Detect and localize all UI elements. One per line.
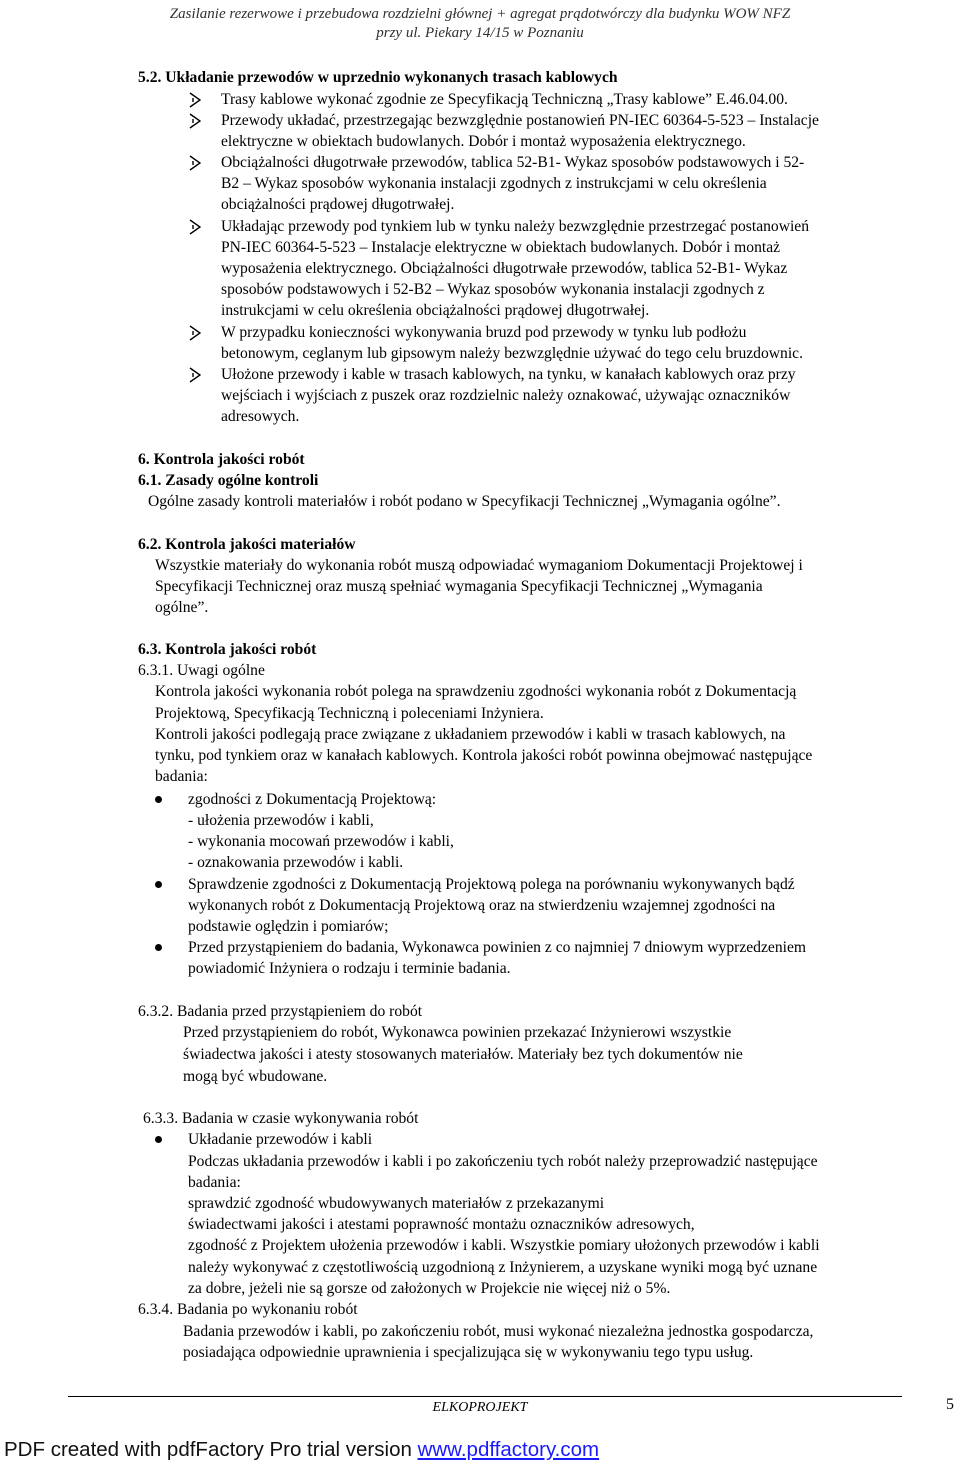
s52-bullet-2-line: elektryczne w obiektach budowlanych. Dobór i montaż wyposażenia elektrycznego.	[221, 133, 746, 150]
section-6-3-4-line: Badania przewodów i kabli, po zakończeniu robót, musi wykonać niezależna jednostka gospodarcza,	[183, 1323, 814, 1340]
dash-item: - oznakowania przewodów i kabli.	[188, 854, 404, 871]
section-6-title: 6. Kontrola jakości robót	[138, 451, 305, 468]
section-6-3-3-line: świadectwami jakości i atestami poprawność montażu oznaczników adresowych,	[188, 1216, 695, 1233]
section-6-2-line: ogólne”.	[155, 599, 209, 616]
check-item-3-line: powiadomić Inżyniera o rodzaju i terminie badania.	[188, 960, 511, 977]
check-item-2-line: Sprawdzenie zgodności z Dokumentacją Projektową polega na porównaniu wykonywanych bądź	[188, 876, 795, 893]
section-6-3-3-line: zgodność z Projektem ułożenia przewodów i kabli. Wszystkie pomiary ułożonych przewodów i kabli	[188, 1237, 820, 1254]
section-6-3-3-line: Podczas układania przewodów i kabli i po zakończeniu tych robót należy przeprowadzić następujące	[188, 1153, 818, 1170]
section-6-3-3-title: 6.3.3. Badania w czasie wykonywania robót	[143, 1110, 419, 1127]
pdffactory-link[interactable]: www.pdffactory.com	[417, 1438, 600, 1461]
section-6-3-1-title: 6.3.1. Uwagi ogólne	[138, 662, 265, 679]
section-6-1-text: Ogólne zasady kontroli materiałów i robót podano w Specyfikacji Technicznej „Wymagania ogólne”.	[148, 493, 781, 510]
s52-bullet-4-line: Układając przewody pod tynkiem lub w tynku należy bezwzględnie przestrzegać postanowień	[221, 218, 810, 235]
header-line-2: przy ul. Piekary 14/15 w Poznaniu	[376, 25, 584, 41]
section-6-2-line: Specyfikacji Technicznej oraz muszą spełniać wymagania Specyfikacji Technicznej „Wymagania	[155, 578, 763, 595]
s52-bullet-3-line: B2 – Wykaz sposobów wykonania instalacji zgodnych z instrukcjami w celu określenia	[221, 175, 767, 192]
check-item-3-line: Przed przystąpieniem do badania, Wykonawca powinien z co najmniej 7 dniowym wyprzedzeniem	[188, 939, 806, 956]
arrow-bullet-icon	[189, 325, 201, 341]
bullet-dot-icon	[155, 944, 162, 951]
s52-bullet-4-line: wyposażenia elektrycznego. Obciążalności długotrwałe przewodów, tablica 52-B1- Wykaz	[221, 260, 788, 277]
s52-bullet-6-line: adresowych.	[221, 408, 300, 425]
s52-bullet-4-line: instrukcjami w celu określenia obciążalności prądowej długotrwałej.	[221, 302, 650, 319]
section-6-3-4-title: 6.3.4. Badania po wykonaniu robót	[138, 1301, 358, 1318]
bullet-dot-icon	[155, 881, 162, 888]
s52-bullet-3-line: Obciążalności długotrwałe przewodów, tablica 52-B1- Wykaz sposobów podstawowych i 52-	[221, 154, 805, 171]
section-6-3-1-line: Projektową, Specyfikacją Techniczną i poleceniami Inżyniera.	[155, 705, 544, 722]
check-item-2-line: wykonanych robót z Dokumentacją Projektową oraz na stwierdzeniu wzajemnej zgodności na	[188, 897, 776, 914]
check-item-1: zgodności z Dokumentacją Projektową:	[188, 791, 437, 808]
check-item-2-line: podstawie oględzin i pomiarów;	[188, 918, 389, 935]
section-6-3-3-line: należy wykonywać z częstotliwością uzgodnioną z Inżynierem, a uzyskane wyniki mogą być uznane	[188, 1259, 818, 1276]
dash-item: - wykonania mocowań przewodów i kabli,	[188, 833, 454, 850]
section-6-2-title: 6.2. Kontrola jakości materiałów	[138, 536, 356, 553]
section-6-3-1-line: Kontrola jakości wykonania robót polega na sprawdzeniu zgodności wykonania robót z Dokumentacją	[155, 683, 797, 700]
section-6-3-2-line: mogą być wbudowane.	[183, 1068, 328, 1085]
section-6-3-2-title: 6.3.2. Badania przed przystąpieniem do robót	[138, 1003, 423, 1020]
page-number: 5	[946, 1396, 954, 1413]
section-6-3-3-bullet: Układanie przewodów i kabli	[188, 1131, 373, 1148]
pdf-banner-text: PDF created with pdfFactory Pro trial version	[4, 1438, 418, 1461]
arrow-bullet-icon	[189, 113, 201, 129]
section-5-2-title: 5.2. Układanie przewodów w uprzednio wykonanych trasach kablowych	[138, 69, 618, 86]
section-6-3-2-line: Przed przystąpieniem do robót, Wykonawca powinien przekazać Inżynierowi wszystkie	[183, 1024, 732, 1041]
s52-bullet-6-line: Ułożone przewody i kable w trasach kablowych, na tynku, w kanałach kablowych oraz przy	[221, 366, 796, 383]
s52-bullet-6-line: wejściach i wyjściach z puszek oraz rozdzielnic należy oznakować, używając oznaczników	[221, 387, 791, 404]
bullet-dot-icon	[155, 796, 162, 803]
section-6-3-3-line: za dobre, jeżeli nie są gorsze od założonych w Projekcie nie więcej niż o 5%.	[188, 1280, 671, 1297]
arrow-bullet-icon	[189, 219, 201, 235]
arrow-bullet-icon	[189, 367, 201, 383]
bullet-dot-icon	[155, 1136, 162, 1143]
s52-bullet-4-line: sposobów podstawowych i 52-B2 – Wykaz sposobów wykonania instalacji zgodnych z	[221, 281, 765, 298]
arrow-bullet-icon	[189, 155, 201, 171]
arrow-bullet-icon	[189, 92, 201, 108]
section-6-3-1-line: tynku, pod tynkiem oraz w kanałach kablowych. Kontrola jakości robót powinna obejmować następujące	[155, 747, 813, 764]
section-6-3-4-line: posiadająca odpowiednie uprawnienia i specjalizująca się w wykonywaniu tego typu usług.	[183, 1344, 754, 1361]
header-line-1: Zasilanie rezerwowe i przebudowa rozdzielni głównej + agregat prądotwórczy dla budynku WOW NFZ	[169, 6, 791, 22]
dash-item: - ułożenia przewodów i kabli,	[188, 812, 374, 829]
section-6-2-line: Wszystkie materiały do wykonania robót muszą odpowiadać wymaganiom Dokumentacji Projektowej i	[155, 557, 803, 574]
s52-bullet-1: Trasy kablowe wykonać zgodnie ze Specyfikacją Techniczną „Trasy kablowe” E.46.04.00.	[221, 91, 788, 108]
section-6-1-title: 6.1. Zasady ogólne kontroli	[138, 472, 319, 489]
section-6-3-2-line: świadectwa jakości i atesty stosowanych materiałów. Materiały bez tych dokumentów nie	[183, 1046, 743, 1063]
s52-bullet-5-line: betonowym, ceglanym lub gipsowym należy bezwzględnie używać do tego celu bruzdownic.	[221, 345, 803, 362]
s52-bullet-5-line: W przypadku konieczności wykonywania bruzd pod przewody w tynku lub podłożu	[221, 324, 747, 341]
section-6-3-3-line: sprawdzić zgodność wbudowywanych materiałów z przekazanymi	[188, 1195, 605, 1212]
section-6-3-1-line: Kontroli jakości podlegają prace związane z układaniem przewodów i kabli w trasach kablowych, na	[155, 726, 786, 743]
pdf-banner	[4, 1438, 599, 1462]
footer-brand: ELKOPROJEKT	[432, 1400, 528, 1415]
s52-bullet-2-line: Przewody układać, przestrzegając bezwzględnie postanowień PN-IEC 60364-5-523 – Instalacje	[221, 112, 819, 129]
section-6-3-1-line: badania:	[155, 768, 208, 785]
footer-rule	[68, 1396, 902, 1397]
s52-bullet-4-line: PN-IEC 60364-5-523 – Instalacje elektryczne w obiektach budowlanych. Dobór i montaż	[221, 239, 781, 256]
s52-bullet-3-line: obciążalności prądowej długotrwałej.	[221, 196, 455, 213]
section-6-3-3-line: badania:	[188, 1174, 241, 1191]
section-6-3-title: 6.3. Kontrola jakości robót	[138, 641, 317, 658]
